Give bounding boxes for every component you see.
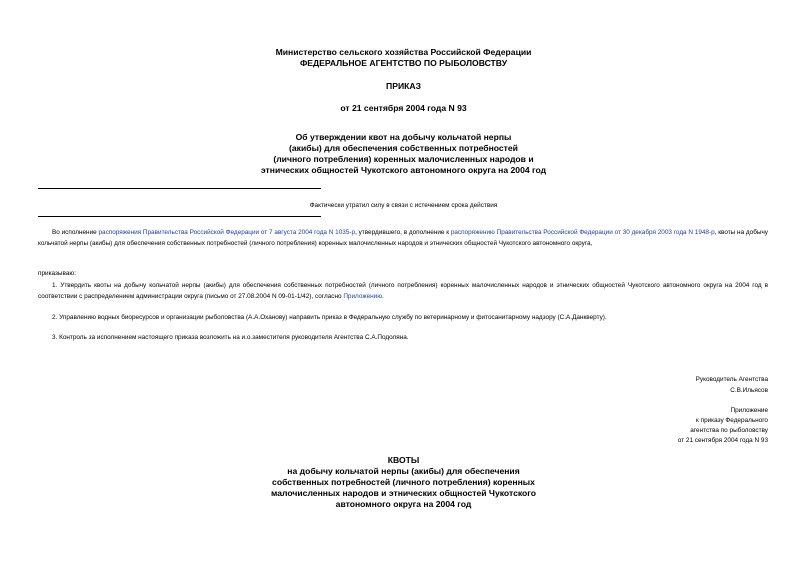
item-1-end: . [382,292,384,300]
quotas-title: КВОТЫ [387,455,420,465]
link-appendix[interactable]: Приложению [343,292,383,300]
quotas-subtitle-3: малочисленных народов и этнических общностей Чукотского [270,488,536,498]
order-word: приказываю: [38,270,76,277]
subject-line-1: Об утверждении квот на добычу кольчатой нерпы [295,132,512,142]
appendix-ref-line-2: к приказу Федерального [696,417,768,424]
link-decree-1035[interactable]: распоряжения Правительства Российской Федерации от 7 августа 2004 года N 1035-р [98,229,356,236]
status-note: Фактически утратил силу в связи с истечением срока действия [309,202,498,209]
signature-position: Руководитель Агентства [695,376,768,383]
subject-line-4: этнических общностей Чукотского автономного округа на 2004 год [260,165,547,175]
preamble-text-1: Во исполнение [52,229,99,236]
quotas-subtitle-2: собственных потребностей (личного потребления) коренных [272,477,535,487]
preamble-paragraph [38,228,768,249]
item-2-paragraph: 2. Управлению водных биоресурсов и организации рыболовства (А.А.Оханову) направить приказ в Федеральную службу по ветеринарному и фитосанитарному надзору (С.А.Данкверту). [52,314,607,321]
subject-line-2: (акибы) для обеспечения собственных потребностей [289,143,518,153]
divider-bottom [38,216,321,217]
document-date-number: от 21 сентября 2004 года N 93 [340,103,467,113]
link-decree-1948[interactable]: распоряжению Правительства Российской Федерации от 30 декабря 2003 года N 1948-р [450,229,715,236]
item-1-paragraph [38,281,768,302]
signature-name: С.В.Ильясов [730,387,768,394]
item-1-text: 1. Утвердить квоты на добычу кольчатой нерпы (акибы) для обеспечения собственных потребностей (личного потребления) коренных малочисленных народов и этнических общностей Чукотского автономного округа на 2004 год в соответствии с распределением администрации округа (письмо от 27.08.2004 N 09-01-1/42), согласно [38,282,768,300]
appendix-ref-line-3: агентства по рыболовству [690,427,768,434]
appendix-ref-line-4: от 21 сентября 2004 года N 93 [677,437,768,444]
preamble-text-3: , квоты на добычу кольчатой нерпы (акибы) для обеспечения собственных потребностей (личного потребления) коренных малочисленных народов и этнических общностей Чукотского автономного округа, [38,229,768,247]
document-type: ПРИКАЗ [386,81,421,91]
agency-name: ФЕДЕРАЛЬНОЕ АГЕНТСТВО ПО РЫБОЛОВСТВУ [299,58,508,68]
appendix-label: Приложение [730,407,768,414]
quotas-subtitle-1: на добычу кольчатой нерпы (акибы) для обеспечения [287,466,520,476]
subject-line-3: (личного потребления) коренных малочисленных народов и [273,154,534,164]
item-3-paragraph: 3. Контроль за исполнением настоящего приказа возложить на и.о.заместителя руководителя Агентства С.А.Подоляна. [52,334,409,341]
quotas-subtitle-4: автономного округа на 2004 год [335,499,472,509]
ministry-name: Министерство сельского хозяйства Российской Федерации [275,47,532,57]
divider-top [38,188,321,189]
preamble-text-2: , утвердившего, в дополнение к [355,229,451,236]
